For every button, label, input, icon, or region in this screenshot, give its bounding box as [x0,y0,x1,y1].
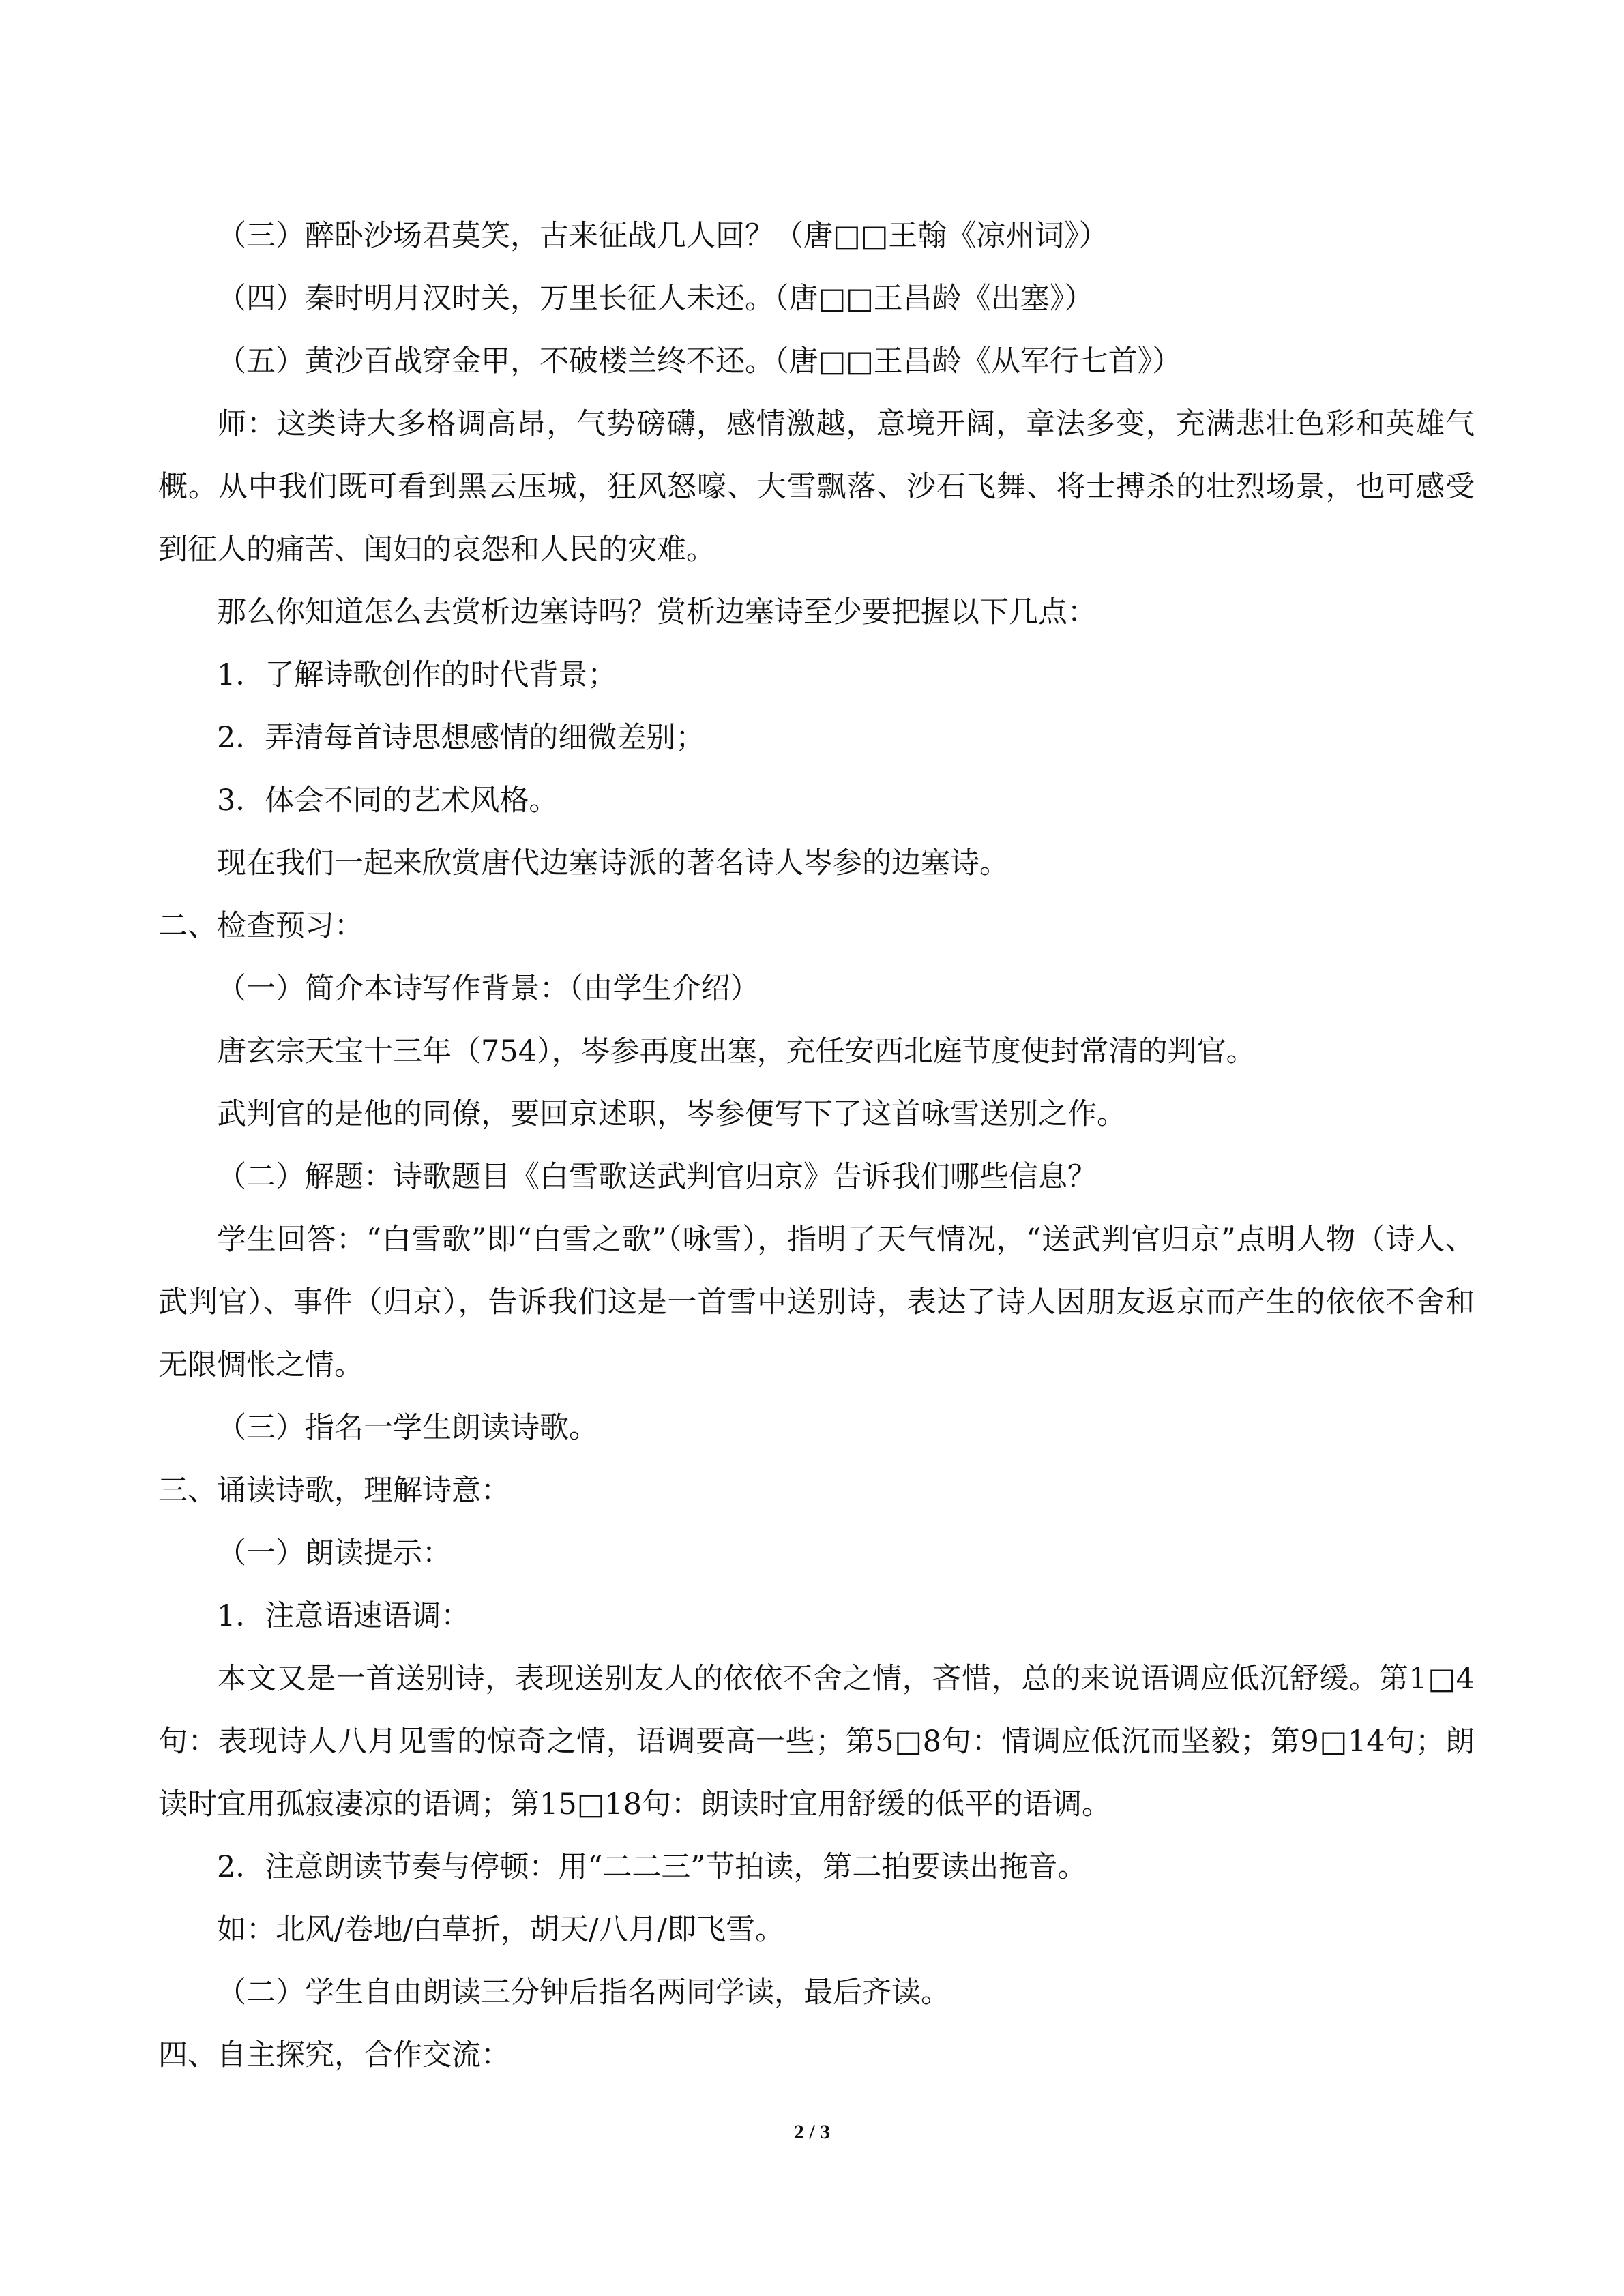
section-heading-4: 四、自主探究，合作交流： [158,2038,510,2072]
title-analysis-subheading: （二）解题：诗歌题目《白雪歌送武判官归京》告诉我们哪些信息？ [217,1160,1097,1194]
background-line-1: 唐玄宗天宝十三年（754），岑参再度出塞，充任安西北庭节度使封常清的判官。 [217,1034,1256,1069]
tip-1: 1．注意语速语调： [217,1599,471,1633]
section-heading-3: 三、诵读诗歌，理解诗意： [158,1474,510,1508]
poem-quote-4: （四）秦时明月汉时关，万里长征人未还。（唐□□王昌龄《出塞》） [217,282,1094,316]
background-line-2: 武判官的是他的同僚，要回京述职，岑参便写下了这首咏雪送别之作。 [217,1097,1126,1131]
free-reading-line: （二）学生自由朗读三分钟后指名两同学读，最后齐读。 [217,1976,950,2010]
tone-paragraph: 本文又是一首送别诗，表现送别友人的依依不舍之情，吝惜，总的来说语调应低沉舒缓。第1□4句：表现诗人八月见雪的惊奇之情，语调要高一些；第5□8句：情调应低沉而坚毅；第9□14句；朗读时宜用孤寂凄凉的语调；第15□18句：朗读时宜用舒缓的低平的语调。 [158,1662,1475,1821]
transition-line: 现在我们一起来欣赏唐代边塞诗派的著名诗人岑参的边塞诗。 [217,846,1009,880]
page-number: 2 / 3 [793,2121,831,2143]
teacher-paragraph: 师：这类诗大多格调高昂，气势磅礴，感情激越，意境开阔，章法多变，充满悲壮色彩和英雄气概。从中我们既可看到黑云压城，狂风怒嚎、大雪飘落、沙石飞舞、将士搏杀的壮烈场景，也可感受到征人的痛苦、闺妇的哀怨和人民的灾难。 [158,407,1475,567]
poem-quote-3: （三）醉卧沙场君莫笑，古来征战几人回？（唐□□王翰《凉州词》） [217,219,1108,253]
body-text [158,205,1475,2087]
reading-tips-subheading: （一）朗读提示： [217,1536,452,1570]
background-subheading: （一）简介本诗写作背景：（由学生介绍） [217,972,760,1006]
point-1: 1．了解诗歌创作的时代背景； [217,658,617,692]
section-heading-2: 二、检查预习： [158,909,364,943]
poem-quote-5: （五）黄沙百战穿金甲，不破楼兰终不还。（唐□□王昌龄《从军行七首》） [217,344,1182,378]
rhythm-example: 如：北风/卷地/白草折，胡天/八月/即飞雪。 [217,1913,784,1947]
point-2: 2．弄清每首诗思想感情的细微差别； [217,721,705,755]
appreciation-intro: 那么你知道怎么去赏析边塞诗吗？赏析边塞诗至少要把握以下几点： [217,595,1097,629]
reading-subheading: （三）指名一学生朗读诗歌。 [217,1411,598,1445]
tip-2: 2．注意朗读节奏与停顿：用“二二三”节拍读，第二拍要读出拖音。 [217,1850,1087,1884]
student-answer-paragraph: 学生回答：“白雪歌”即“白雪之歌”（咏雪），指明了天气情况，“送武判官归京”点明人物（诗人、武判官）、事件（归京），告诉我们这是一首雪中送别诗，表达了诗人因朋友返京而产生的依依不舍和无限惆怅之情。 [158,1223,1475,1382]
point-3: 3．体会不同的艺术风格。 [217,784,559,818]
